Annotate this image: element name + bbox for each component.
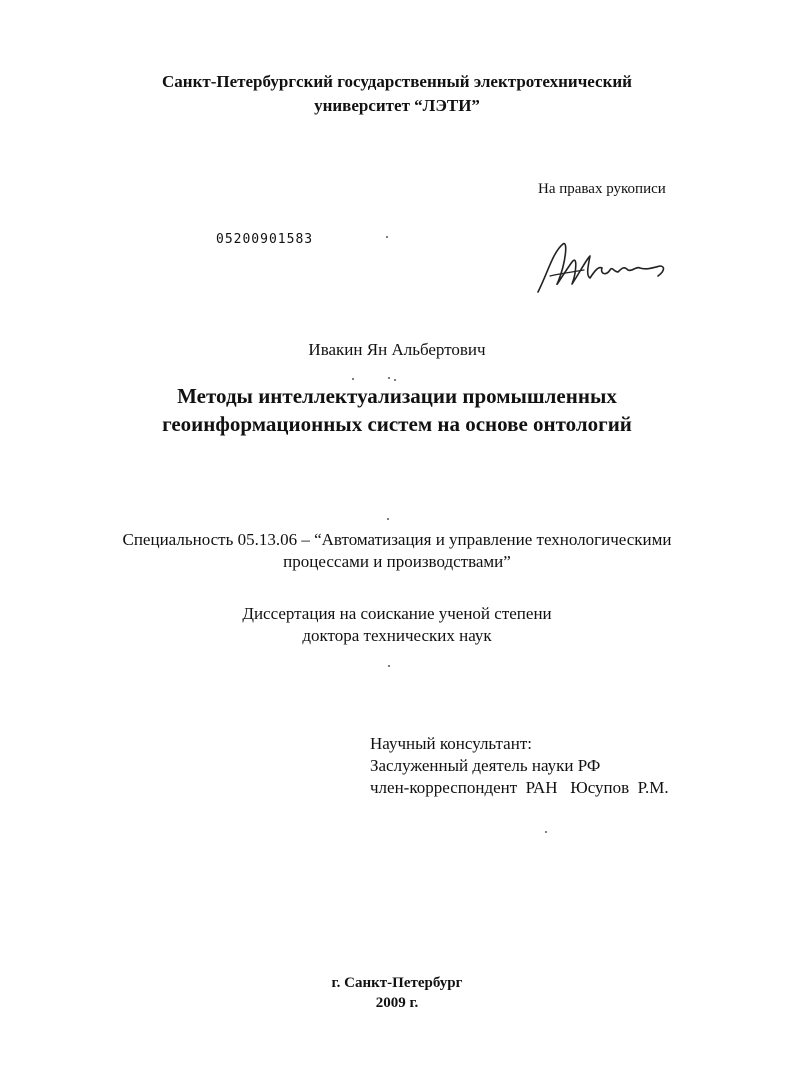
university-name-line2: университет “ЛЭТИ” (314, 96, 480, 115)
university-name-line1: Санкт-Петербургский государственный электротехнический (162, 72, 632, 91)
dissertation-title (0, 382, 794, 438)
title-line1: Методы интеллектуализации промышленных (177, 384, 617, 408)
scan-speck (386, 236, 388, 238)
scan-speck (388, 665, 390, 667)
consultant-line2: Заслуженный деятель науки РФ (370, 756, 601, 775)
university-header (0, 70, 794, 118)
city: г. Санкт-Петербург (331, 975, 463, 991)
scan-speck (388, 377, 390, 379)
title-line2: геоинформационных систем на основе онтологий (162, 412, 632, 436)
scan-speck (352, 378, 354, 380)
specialty-text (0, 529, 794, 573)
consultant-line1: Научный консультант: (370, 734, 532, 753)
scan-speck (387, 518, 389, 520)
degree-line2: доктора технических наук (302, 626, 492, 645)
author-name: Ивакин Ян Альбертович (308, 340, 486, 359)
scan-speck (394, 379, 396, 381)
degree-line1: Диссертация на соискание ученой степени (242, 604, 552, 623)
specialty-line2: процессами и производствами” (283, 552, 511, 571)
consultant-line3: член-корреспондент РАН Юсупов Р.М. (370, 778, 669, 797)
signature-image (528, 232, 678, 302)
scan-speck (545, 831, 547, 833)
consultant-block (370, 733, 669, 799)
specialty-line1: Специальность 05.13.06 – “Автоматизация и управление технологическими (122, 530, 672, 549)
manuscript-note: На правах рукописи (538, 181, 666, 197)
year: 2009 г. (375, 995, 419, 1011)
place-and-year (0, 973, 794, 1013)
degree-text (0, 603, 794, 647)
archive-number: 05200901583 (216, 232, 314, 247)
